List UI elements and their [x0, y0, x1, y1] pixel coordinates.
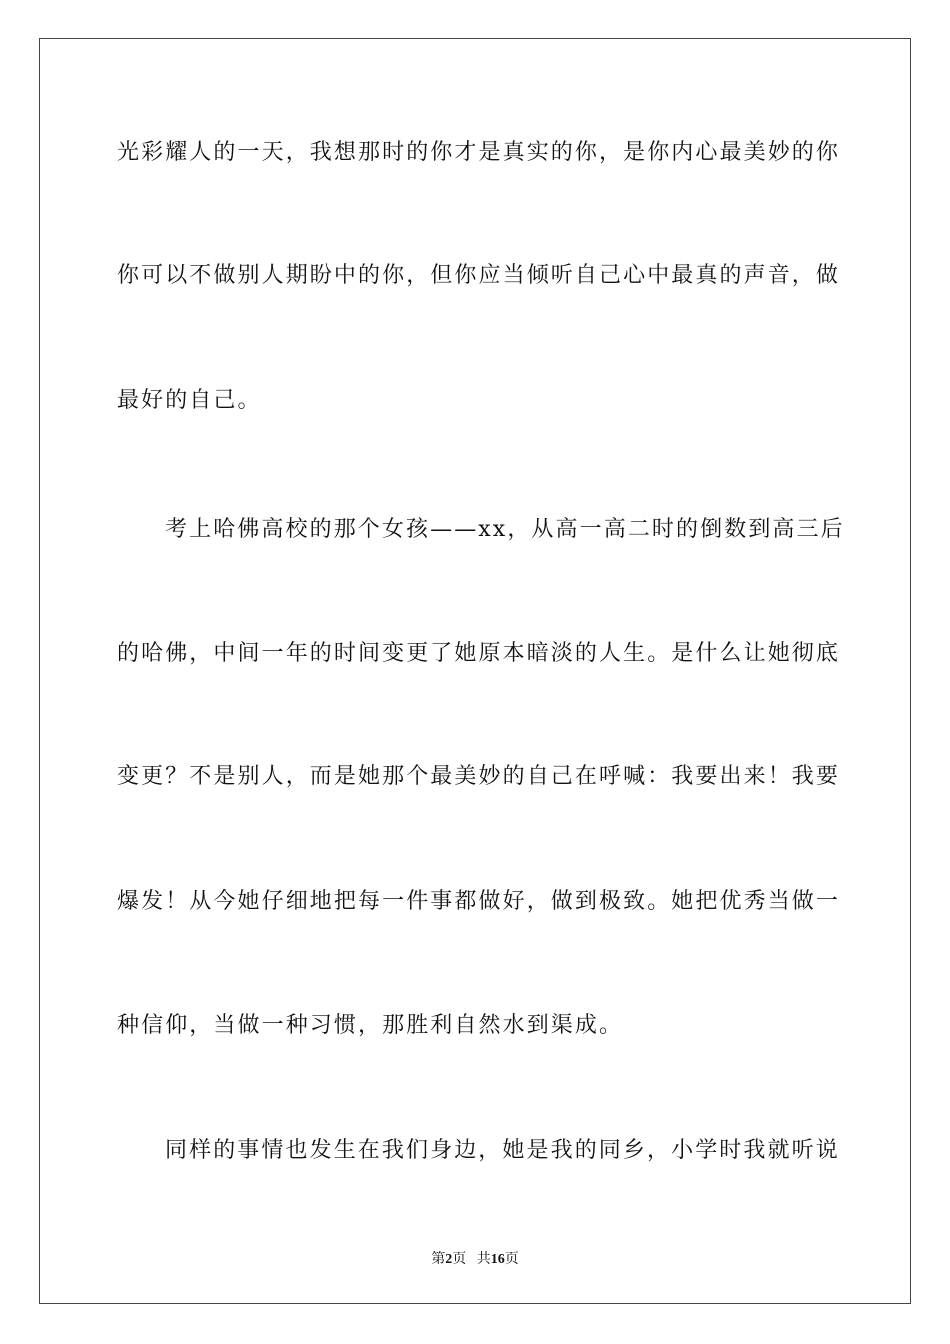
text-line-5: 的哈佛，中间一年的时间变更了她原本暗淡的人生。是什么让她彻底 — [117, 641, 841, 666]
footer-total-suffix: 页 — [504, 1252, 519, 1267]
text-line-4: 考上哈佛高校的那个女孩——xx，从高一高二时的倒数到高三后 — [165, 517, 845, 542]
text-line-9: 同样的事情也发生在我们身边，她是我的同乡，小学时我就听说 — [165, 1138, 840, 1163]
text-line-2: 你可以不做别人期盼中的你，但你应当倾听自己心中最真的声音，做 — [117, 263, 841, 288]
footer-page-prefix: 第 — [431, 1252, 446, 1267]
footer-page-number: 2 — [445, 1252, 453, 1267]
footer-total-prefix: 共 — [476, 1252, 491, 1267]
page-footer — [0, 1248, 950, 1268]
footer-page-suffix: 页 — [452, 1252, 467, 1267]
footer-total-pages: 16 — [490, 1252, 505, 1267]
text-line-3: 最好的自己。 — [117, 388, 262, 413]
page-border — [39, 38, 911, 1304]
text-line-7: 爆发！从今她仔细地把每一件事都做好，做到极致。她把优秀当做一 — [117, 889, 841, 914]
text-line-8: 种信仰，当做一种习惯，那胜利自然水到渠成。 — [117, 1013, 624, 1038]
text-line-1: 光彩耀人的一天，我想那时的你才是真实的你，是你内心最美妙的你 — [117, 140, 841, 165]
text-line-6: 变更？不是别人，而是她那个最美妙的自己在呼喊：我要出来！我要 — [117, 764, 841, 789]
